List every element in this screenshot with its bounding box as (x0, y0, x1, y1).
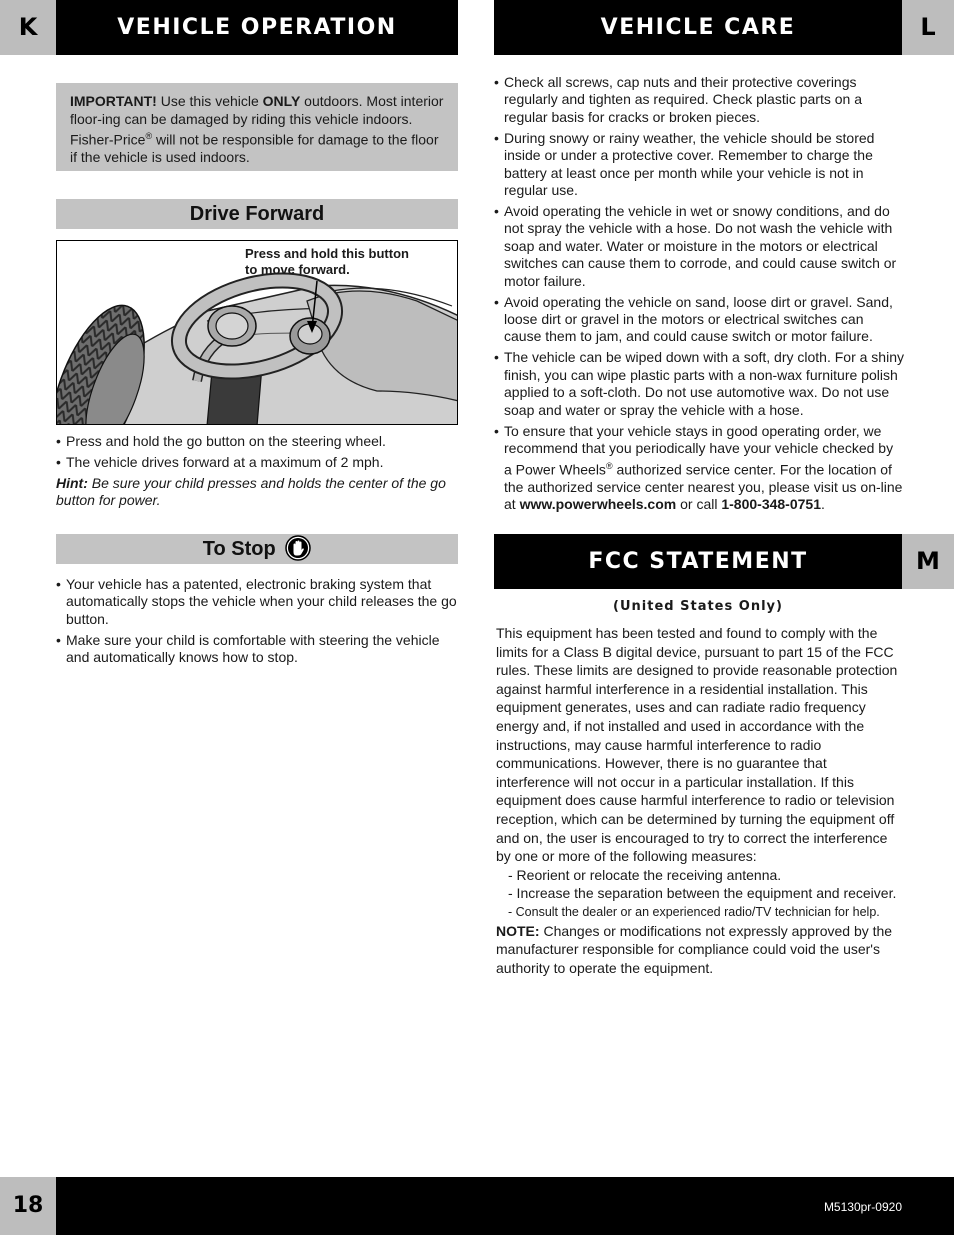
section-letter-m: M (902, 534, 954, 589)
phone-number: 1-800-348-0751 (721, 495, 821, 512)
hint-label: Hint: (56, 475, 88, 491)
page-number: 18 (0, 1177, 56, 1235)
fcc-note (496, 922, 902, 978)
fcc-measure: - Consult the dealer or an experienced radio/TV technician for help. (508, 904, 880, 919)
drive-forward-heading: Drive Forward (56, 199, 458, 229)
registered-mark: ® (605, 460, 613, 471)
vehicle-care-text (494, 74, 904, 517)
fcc-body (496, 624, 902, 977)
to-stop-title: To Stop (202, 538, 276, 560)
section-letter-k: K (0, 0, 56, 55)
important-only: ONLY (262, 93, 301, 109)
fcc-paragraph: This equipment has been tested and found to comply with the limits for a Class B digital device, pursuant to part 15 of the FCC rules. These limits are designed to provide reasonable protection against harmful interference in a residential installation. This equipment generates, uses and can radiate radio frequency energy and, if not installed and used in accordance with the instructions, may cause harmful interference to radio communications. However, there is no guarantee that interference will not occur in a particular installation. If this equipment does cause harmful interference to radio or television reception, which can be determined by turning the equipment off and on, the user is encouraged to try to correct the interference by one or more of the following measures: (496, 625, 898, 865)
drive-forward-text (56, 433, 458, 510)
footer-bar (56, 1177, 954, 1235)
list-item: • Avoid operating the vehicle on sand, loose dirt or gravel. Sand, loose dirt or gravel in the motors or electrical switches can cause them to jam, and could cause switch or motor failure. (494, 294, 904, 346)
note-label: NOTE: (496, 922, 540, 939)
document-code: M5130pr-0920 (823, 1200, 902, 1214)
list-item (494, 423, 904, 514)
important-text: Use this vehicle (156, 93, 263, 109)
hint-paragraph (56, 475, 458, 510)
vehicle-care-header: VEHICLE CARE (494, 0, 902, 55)
list-item: • Avoid operating the vehicle in wet or snowy conditions, and do not spray the vehicle with a hose. Do not wash the vehicle with soap and water. Water or moisture in the motors or electrical switches can cause them to corrode, and could cause switch or motor failure. (494, 203, 904, 290)
callout-line: to move forward. (245, 262, 350, 277)
care-text: . (820, 495, 825, 512)
callout-line: Press and hold this button (245, 246, 409, 261)
list-item: • Check all screws, cap nuts and their protective coverings regularly and tighten as required. Check plastic parts on a regular basis for cracks or broken pieces. (494, 74, 904, 126)
important-notice (56, 83, 458, 171)
list-item: • The vehicle drives forward at a maximum of 2 mph. (56, 454, 458, 471)
hint-text: Be sure your child presses and holds the center of the go button for power. (56, 475, 446, 509)
care-text: authorized service center. For the location of the authorized service center nearest you, please visit us on-line at (504, 461, 903, 512)
fcc-subtitle: (United States Only) (613, 599, 783, 614)
go-button-callout (245, 246, 409, 278)
fcc-measure: - Increase the separation between the equipment and receiver. (508, 885, 897, 902)
to-stop-text (56, 576, 458, 670)
list-item: • Make sure your child is comfortable with steering the vehicle and automatically knows how to stop. (56, 632, 458, 667)
list-item: • The vehicle can be wiped down with a soft, dry cloth. For a shiny finish, you can wipe plastic parts with a non-wax furniture polish applied to a soft-cloth. Do not use automotive wax. Do not use soap and water or spray the vehicle with a hose. (494, 349, 904, 419)
to-stop-heading (56, 534, 458, 564)
list-item: • Press and hold the go button on the steering wheel. (56, 433, 458, 450)
hand-stop-icon (285, 535, 311, 561)
list-item: • During snowy or rainy weather, the vehicle should be stored inside or under a protective cover. Remember to charge the battery at least once per month while your vehicle is not in regular use. (494, 130, 904, 200)
important-text: outdoors. Most interior floor-ing can be damaged by riding this vehicle indoors. Fisher-Price (70, 93, 444, 148)
registered-mark: ® (145, 131, 153, 141)
vehicle-operation-header: VEHICLE OPERATION (56, 0, 458, 55)
fcc-measure: - Reorient or relocate the receiving antenna. (508, 866, 782, 883)
note-text: Changes or modifications not expressly approved by the manufacturer responsible for compliance could void the user's authority to operate the equipment. (496, 922, 893, 976)
important-text: will not be responsible for damage to the floor if the vehicle is used indoors. (70, 131, 439, 166)
website-link[interactable]: www.powerwheels.com (519, 495, 677, 512)
section-letter-l: L (902, 0, 954, 55)
list-item: • Your vehicle has a patented, electronic braking system that automatically stops the vehicle when your child releases the go button. (56, 576, 458, 628)
fcc-statement-header: FCC STATEMENT (494, 534, 902, 589)
important-label: IMPORTANT! (70, 93, 157, 109)
care-text: To ensure that your vehicle stays in good operating order, we recommend that you periodically have your vehicle checked by a Power Wheels (504, 422, 894, 478)
steering-wheel-illustration (56, 240, 458, 425)
care-text: or call (676, 495, 722, 512)
